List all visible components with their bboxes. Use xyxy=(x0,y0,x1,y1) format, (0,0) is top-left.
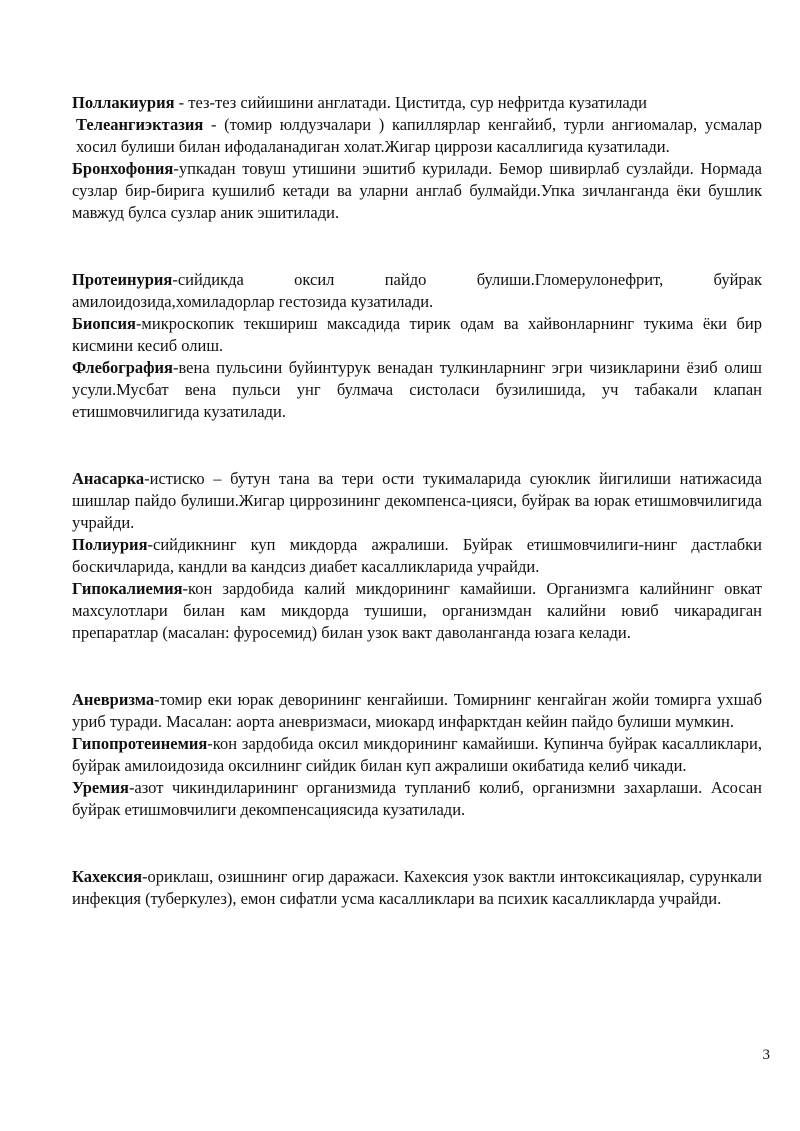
entry-term: Полиурия xyxy=(72,535,148,554)
glossary-entry xyxy=(72,357,762,423)
term-group xyxy=(72,269,762,423)
glossary-entry xyxy=(72,777,762,821)
entry-term: Телеангиэктазия xyxy=(76,115,204,134)
entry-definition: -вена пульсини буйинтурук венадан тулкинларнинг эгри чизикларини ёзиб олиш усули.Мусбат вена пульси унг булмача систоласи бузилишида, уч табакали клапан етишмовчилигида кузатилади. xyxy=(72,358,762,421)
entry-definition: -сийдикнинг куп микдорда ажралиши. Буйрак етишмовчилиги-нинг дастлабки боскичларида, кандли ва кандсиз диабет касалликларида учрайди. xyxy=(72,535,762,576)
entry-term: Анасарка xyxy=(72,469,145,488)
entry-definition: -томир еки юрак деворининг кенгайиши. Томирнинг кенгайган жойи томирга ухшаб уриб туради. Масалан: аорта аневризмаси, миокард инфарктдан кейин пайдо булиши мумкин. xyxy=(72,690,762,731)
entry-term: Аневризма xyxy=(72,690,155,709)
entry-definition: -истиско – бутун тана ва тери ости тукималарида суюклик йигилиши натижасида шишлар пайдо булиши.Жигар циррозининг декомпенса-цияси, буйрак ва юрак етишмовчилигида учрайди. xyxy=(72,469,762,532)
entry-definition: -сийдикда оксил пайдо булиши.Гломерулонефрит, буйрак амилоидозида,хомиладорлар гестозида кузатилади. xyxy=(72,270,762,311)
glossary-entry xyxy=(72,578,762,644)
entry-term: Поллакиурия xyxy=(72,93,175,112)
entry-definition: -ориклаш, озишнинг огир даражаси. Кахексия узок вактли интоксикациялар, сурункали инфекция (туберкулез), емон сифатли усма касалликлари ва психик касалликларда учрайди. xyxy=(72,867,762,908)
entry-term: Флебография xyxy=(72,358,173,377)
term-group xyxy=(72,468,762,644)
glossary-entry xyxy=(72,313,762,357)
glossary-entry xyxy=(72,269,762,313)
entry-definition: -микроскопик текшириш максадида тирик одам ва хайвонларнинг тукима ёки бир кисмини кесиб олиш. xyxy=(72,314,762,355)
page-number: 3 xyxy=(762,1047,770,1063)
entry-definition: -азот чикиндиларининг организмида тупланиб колиб, организмни захарлаши. Асосан буйрак етишмовчилиги декомпенсациясида кузатилади. xyxy=(72,778,762,819)
document-body xyxy=(72,92,762,910)
entry-term: Гипокалиемия xyxy=(72,579,183,598)
entry-term: Уремия xyxy=(72,778,129,797)
glossary-entry xyxy=(72,689,762,733)
glossary-entry xyxy=(72,114,762,158)
entry-term: Бронхофония xyxy=(72,159,174,178)
glossary-entry xyxy=(72,733,762,777)
glossary-entry xyxy=(72,534,762,578)
glossary-entry xyxy=(72,468,762,534)
entry-definition: -упкадан товуш утишини эшитиб курилади. Бемор шивирлаб сузлайди. Нормада сузлар бир-бирига кушилиб кетади ва уларни англаб булмайди.Упка зичланганда ёки бушлик мавжуд булса сузлар аник эшитилади. xyxy=(72,159,762,222)
glossary-entry xyxy=(72,866,762,910)
entry-definition: -кон зардобида оксил микдорининг камайиши. Купинча буйрак касалликлари, буйрак амилоидозида оксилнинг сийдик билан куп ажралиши окибатида келиб чикади. xyxy=(72,734,762,775)
term-group xyxy=(72,689,762,821)
glossary-entry xyxy=(72,92,762,114)
term-group xyxy=(72,866,762,910)
entry-term: Протеинурия xyxy=(72,270,173,289)
entry-term: Биопсия xyxy=(72,314,136,333)
entry-definition: - (томир юлдузчалари ) капиллярлар кенгайиб, турли ангиомалар, усмалар хосил булиши билан ифодаланадиган холат.Жигар циррози касаллигида кузатилади. xyxy=(76,115,762,156)
entry-definition: -кон зардобида калий микдорининг камайиши. Организмга калийнинг овкат махсулотлари билан кам микдорда тушиши, организмдан калийни ювиб чикарадиган препаратлар (масалан: фуросемид) билан узок вакт даволанганда юзага келади. xyxy=(72,579,762,642)
term-group xyxy=(72,92,762,224)
entry-term: Кахексия xyxy=(72,867,143,886)
glossary-entry xyxy=(72,158,762,224)
entry-definition: - тез-тез сийишини англатади. Циститда, сур нефритда кузатилади xyxy=(174,93,647,112)
entry-term: Гипопротеинемия xyxy=(72,734,208,753)
